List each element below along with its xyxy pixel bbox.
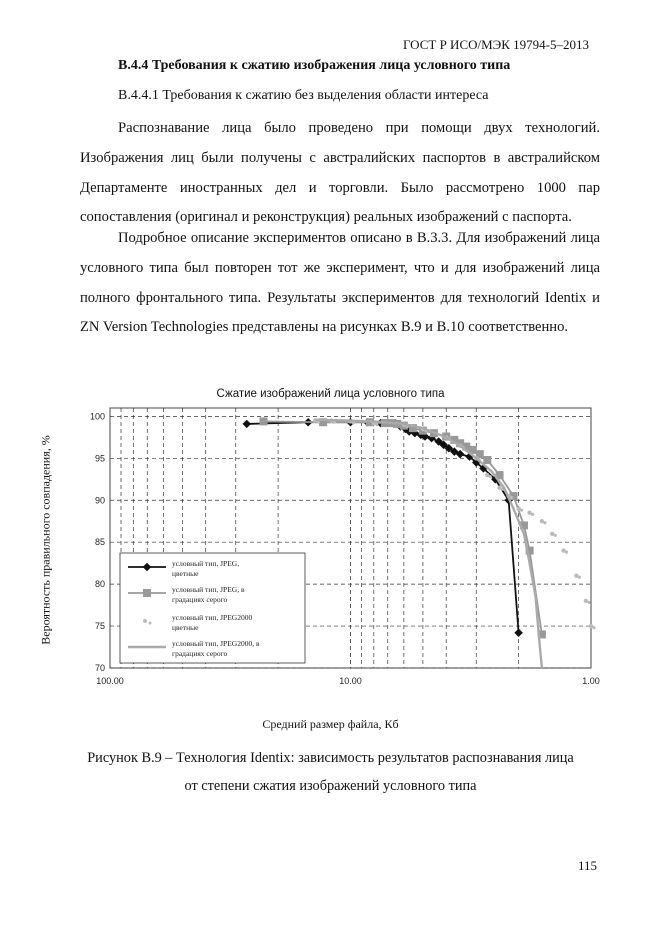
series-point [243,420,251,428]
series-point [578,576,581,579]
legend-label: цветные [172,569,199,578]
figure-caption-line2: от степени сжатия изображений условного типа [184,778,477,794]
series-point [483,456,491,464]
legend-label: условный тип, JPEG2000, в [172,639,260,648]
series-point [531,513,534,516]
paragraph-1: Распознавание лица было проведено при помощи двух технологий. Изображения лиц были получены с австралийских паспортов в австралийском Департаменте иностранных дел и торговли. Было рассмотрено 1000 пар сопоставления (оригинал и реконструкция) реальных изображений с паспорта. [80,120,600,226]
page-header-standard: ГОСТ Р ИСО/МЭК 19794-5–2013 [402,37,589,52]
y-tick-label: 75 [94,621,105,632]
x-tick-label: 10.00 [339,676,362,686]
y-tick-label: 80 [94,579,105,590]
series-line [315,420,542,668]
legend-swatch [143,589,151,597]
series-point [514,629,522,637]
legend-label: условный тип, JPEG, в [172,585,245,594]
legend-swatch [143,619,147,623]
series-point [565,550,568,553]
chart-x-axis-label: Средний размер файла, Кб [262,717,399,731]
series-point [592,626,595,629]
series-point [375,423,378,426]
x-tick-label: 100.00 [96,676,124,686]
figure-caption-line1: Рисунок В.9 – Технология Identix: зависимость результатов распознавания лица [87,750,574,766]
paragraph-2: Подробное описание экспериментов описано в В.3.3. Для изображений лица условного типа был повторен тот же эксперимент, что и для изображений лица полного фронтального типа. Результаты экспериментов для технологий Identix и ZN Version Technologies представлены на рисунках В.9 и В.10 соответственно. [80,230,600,336]
legend-label: градациях серого [172,649,228,658]
series-point [489,475,492,478]
chart-y-axis-label: Вероятность правильного совпадения, % [38,435,53,645]
page-number: 115 [577,858,597,873]
chart-title: Сжатие изображений лица условного типа [216,388,445,400]
legend-label: условный тип, JPEG2000 [172,613,253,622]
series-point [520,509,523,512]
legend-label: цветные [172,623,199,632]
section-title: В.4.4 Требования к сжатию изображения лица условного типа [118,58,511,73]
y-tick-label: 90 [94,495,105,506]
legend-label: условный тип, JPEG, [172,559,240,568]
subsection-title: В.4.4.1 Требования к сжатию без выделения области интереса [118,88,489,103]
y-tick-label: 85 [94,537,105,548]
series-point [510,496,513,499]
legend-label: градациях серого [172,595,228,604]
y-tick-label: 95 [94,453,105,464]
series-point [260,417,268,425]
figure-caption [0,744,661,800]
x-tick-label: 1.00 [582,676,600,686]
series-point [587,601,590,604]
y-tick-label: 70 [94,663,105,673]
y-tick-label: 100 [89,411,105,422]
legend-swatch [149,622,152,625]
series-point [554,534,557,537]
series-point [543,521,546,524]
